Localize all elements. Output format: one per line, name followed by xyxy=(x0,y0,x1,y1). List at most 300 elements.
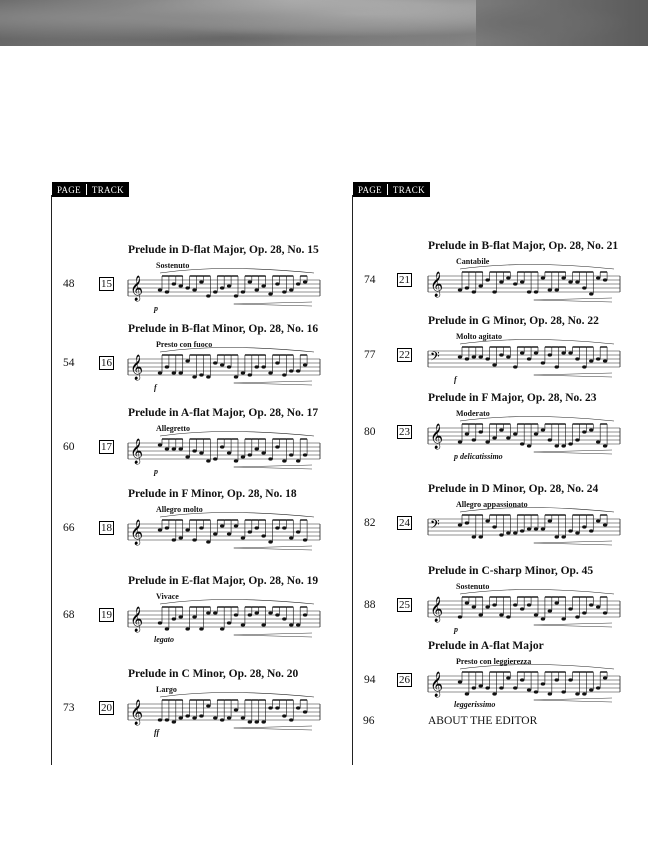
note-head xyxy=(561,276,565,279)
note-head xyxy=(575,438,579,441)
note-head xyxy=(513,282,517,285)
track-number-box[interactable]: 18 xyxy=(101,522,112,534)
note-head xyxy=(268,457,272,460)
note-head xyxy=(485,278,489,281)
note-head xyxy=(548,353,552,356)
note-head xyxy=(213,361,217,364)
note-head xyxy=(268,371,272,374)
prelude-title[interactable]: Prelude in F Major, Op. 28, No. 23 xyxy=(428,392,597,404)
note-head xyxy=(275,361,279,364)
tempo-marking: Sostenuto xyxy=(156,261,190,270)
right-column-header xyxy=(353,182,430,197)
note-head xyxy=(589,688,593,691)
note-head xyxy=(582,430,586,433)
hairpin xyxy=(534,298,612,302)
slur xyxy=(460,590,614,595)
note-head xyxy=(513,531,517,534)
prelude-title[interactable]: Prelude in A-flat Major xyxy=(428,640,544,652)
treble-clef-icon: 𝄞 xyxy=(130,439,144,464)
note-head xyxy=(548,692,552,695)
note-head xyxy=(492,290,496,293)
note-head xyxy=(213,290,217,293)
note-head xyxy=(179,615,183,618)
hairpin xyxy=(534,450,612,454)
dynamic-marking: p xyxy=(154,467,158,476)
note-head xyxy=(289,623,293,626)
dynamic-marking: leggerissimo xyxy=(454,700,496,709)
note-head xyxy=(527,444,531,447)
note-head xyxy=(275,445,279,448)
note-head xyxy=(555,444,559,447)
note-head xyxy=(296,282,300,285)
note-head xyxy=(520,280,524,283)
hairpin xyxy=(234,465,312,469)
note-head xyxy=(582,365,586,368)
note-head xyxy=(282,290,286,293)
prelude-title[interactable]: Prelude in B-flat Minor, Op. 28, No. 16 xyxy=(128,323,319,335)
note-head xyxy=(213,457,217,460)
note-head xyxy=(199,714,203,717)
note-head xyxy=(268,611,272,614)
note-head xyxy=(234,524,238,527)
track-number-box[interactable]: 16 xyxy=(101,357,112,369)
note-head xyxy=(575,615,579,618)
note-head xyxy=(158,528,162,531)
note-head xyxy=(534,613,538,616)
track-number-box[interactable]: 15 xyxy=(101,278,112,290)
note-head xyxy=(582,692,586,695)
right-column-rule xyxy=(352,195,353,765)
note-head xyxy=(499,353,503,356)
dynamic-marking: f xyxy=(154,383,157,392)
note-head xyxy=(506,615,510,618)
note-head xyxy=(527,688,531,691)
page-number: 88 xyxy=(364,599,376,611)
note-head xyxy=(472,605,476,608)
note-head xyxy=(248,373,252,376)
page-number: 68 xyxy=(63,609,75,621)
note-head xyxy=(492,525,496,528)
track-number-box[interactable]: 17 xyxy=(101,441,112,453)
hairpin xyxy=(534,623,612,627)
note-head xyxy=(575,531,579,534)
note-head xyxy=(499,533,503,536)
page-header-label: PAGE xyxy=(57,184,81,195)
note-head xyxy=(499,280,503,283)
note-head xyxy=(206,540,210,543)
bass-clef-icon: 𝄢 xyxy=(430,349,440,367)
note-head xyxy=(289,453,293,456)
note-head xyxy=(282,714,286,717)
note-head xyxy=(458,523,462,526)
note-head xyxy=(479,430,483,433)
treble-clef-icon: 𝄞 xyxy=(430,272,444,297)
note-head xyxy=(172,447,176,450)
note-head xyxy=(534,432,538,435)
note-head xyxy=(303,538,307,541)
note-head xyxy=(568,678,572,681)
note-head xyxy=(192,375,196,378)
note-head xyxy=(248,453,252,456)
note-head xyxy=(527,290,531,293)
note-head xyxy=(492,436,496,439)
hairpin xyxy=(534,541,612,545)
prelude-title[interactable]: Prelude in B-flat Major, Op. 28, No. 21 xyxy=(428,240,619,252)
dynamic-marking: ff xyxy=(154,728,160,737)
note-head xyxy=(458,440,462,443)
prelude-title[interactable]: Prelude in D-flat Major, Op. 28, No. 15 xyxy=(128,244,319,256)
tempo-marking: Allegretto xyxy=(156,424,191,433)
page-number: 48 xyxy=(63,278,75,290)
note-head xyxy=(261,623,265,626)
track-number-box[interactable]: 21 xyxy=(399,274,410,286)
note-head xyxy=(199,373,203,376)
note-head xyxy=(527,527,531,530)
note-head xyxy=(303,613,307,616)
prelude-title[interactable]: Prelude in C Minor, Op. 28, No. 20 xyxy=(128,668,299,680)
treble-clef-icon: 𝄞 xyxy=(430,672,444,697)
note-head xyxy=(241,716,245,719)
note-head xyxy=(472,290,476,293)
page-number: 82 xyxy=(364,517,376,529)
header-banner-dark xyxy=(476,0,648,46)
note-head xyxy=(548,519,552,522)
note-head xyxy=(275,526,279,529)
note-head xyxy=(255,526,259,529)
note-head xyxy=(192,615,196,618)
note-head xyxy=(282,373,286,376)
note-head xyxy=(555,365,559,368)
slur xyxy=(160,693,314,698)
tempo-marking: Allegro molto xyxy=(156,505,203,514)
note-head xyxy=(513,432,517,435)
note-head xyxy=(172,371,176,374)
bass-clef-icon: 𝄢 xyxy=(430,517,440,535)
left-column-header xyxy=(52,182,129,197)
note-head xyxy=(206,375,210,378)
note-head xyxy=(227,365,231,368)
note-head xyxy=(303,363,307,366)
note-head xyxy=(165,526,169,529)
note-head xyxy=(485,605,489,608)
note-head xyxy=(234,708,238,711)
note-head xyxy=(596,605,600,608)
note-head xyxy=(520,529,524,532)
note-head xyxy=(179,536,183,539)
note-head xyxy=(582,286,586,289)
note-head xyxy=(492,363,496,366)
note-head xyxy=(513,686,517,689)
note-head xyxy=(172,538,176,541)
note-head xyxy=(596,686,600,689)
note-head xyxy=(472,535,476,538)
note-head xyxy=(227,284,231,287)
note-head xyxy=(289,369,293,372)
note-head xyxy=(227,716,231,719)
music-incipit xyxy=(426,507,622,551)
note-head xyxy=(520,442,524,445)
note-head xyxy=(199,627,203,630)
note-head xyxy=(561,690,565,693)
dynamic-marking: p delicatissimo xyxy=(454,452,503,461)
note-head xyxy=(213,611,217,614)
note-head xyxy=(506,276,510,279)
dynamic-marking: p xyxy=(154,304,158,313)
note-head xyxy=(479,684,483,687)
note-head xyxy=(158,621,162,624)
note-head xyxy=(185,286,189,289)
note-head xyxy=(520,351,524,354)
note-head xyxy=(227,451,231,454)
note-head xyxy=(603,611,607,614)
note-head xyxy=(213,532,217,535)
note-head xyxy=(458,680,462,683)
track-number-box[interactable]: 22 xyxy=(399,349,410,361)
note-head xyxy=(255,365,259,368)
note-head xyxy=(185,359,189,362)
note-head xyxy=(541,428,545,431)
note-head xyxy=(513,365,517,368)
note-head xyxy=(296,459,300,462)
note-head xyxy=(172,617,176,620)
note-head xyxy=(220,286,224,289)
note-head xyxy=(513,603,517,606)
hairpin xyxy=(534,373,612,377)
about-the-editor-link[interactable]: ABOUT THE EDITOR xyxy=(428,715,538,727)
note-head xyxy=(465,692,469,695)
note-head xyxy=(596,519,600,522)
hairpin xyxy=(234,633,312,637)
note-head xyxy=(568,607,572,610)
note-head xyxy=(596,357,600,360)
prelude-title[interactable]: Prelude in G Minor, Op. 28, No. 22 xyxy=(428,315,599,327)
note-head xyxy=(282,526,286,529)
note-head xyxy=(603,444,607,447)
note-head xyxy=(506,436,510,439)
note-head xyxy=(220,718,224,721)
note-head xyxy=(472,355,476,358)
treble-clef-icon: 𝄞 xyxy=(130,700,144,725)
track-number-box[interactable]: 23 xyxy=(399,426,410,438)
note-head xyxy=(520,607,524,610)
dynamic-marking: p xyxy=(454,625,458,634)
note-head xyxy=(568,442,572,445)
note-head xyxy=(527,603,531,606)
note-head xyxy=(261,451,265,454)
note-head xyxy=(603,278,607,281)
note-head xyxy=(458,288,462,291)
slur xyxy=(160,432,314,437)
page-number: 73 xyxy=(63,702,75,714)
note-head xyxy=(234,375,238,378)
prelude-title[interactable]: Prelude in A-flat Major, Op. 28, No. 17 xyxy=(128,407,319,419)
note-head xyxy=(248,530,252,533)
dynamic-marking: legato xyxy=(154,635,174,644)
note-head xyxy=(172,282,176,285)
note-head xyxy=(506,676,510,679)
note-head xyxy=(568,280,572,283)
note-head xyxy=(213,716,217,719)
note-head xyxy=(561,351,565,354)
note-head xyxy=(589,603,593,606)
note-head xyxy=(492,692,496,695)
slur xyxy=(460,340,614,345)
note-head xyxy=(255,288,259,291)
note-head xyxy=(165,365,169,368)
note-head xyxy=(603,359,607,362)
note-head xyxy=(485,357,489,360)
prelude-title[interactable]: Prelude in E-flat Major, Op. 28, No. 19 xyxy=(128,575,319,587)
tempo-marking: Cantabile xyxy=(456,257,490,266)
note-head xyxy=(248,613,252,616)
note-head xyxy=(582,611,586,614)
note-head xyxy=(275,282,279,285)
note-head xyxy=(568,529,572,532)
note-head xyxy=(479,535,483,538)
tempo-marking: Presto con fuoco xyxy=(156,340,213,349)
music-incipit xyxy=(126,512,322,556)
note-head xyxy=(499,428,503,431)
page-number: 60 xyxy=(63,441,75,453)
hairpin xyxy=(234,726,312,730)
note-head xyxy=(179,371,183,374)
note-head xyxy=(548,438,552,441)
note-head xyxy=(296,706,300,709)
note-head xyxy=(296,623,300,626)
page-number: 54 xyxy=(63,357,75,369)
track-number-box[interactable]: 26 xyxy=(399,674,410,686)
note-head xyxy=(185,528,189,531)
note-head xyxy=(555,535,559,538)
note-head xyxy=(185,627,189,630)
note-head xyxy=(485,519,489,522)
note-head xyxy=(261,720,265,723)
note-head xyxy=(241,623,245,626)
track-number-box[interactable]: 24 xyxy=(399,517,410,529)
note-head xyxy=(548,609,552,612)
note-head xyxy=(192,288,196,291)
note-head xyxy=(465,521,469,524)
prelude-title[interactable]: Prelude in C-sharp Minor, Op. 45 xyxy=(428,565,594,577)
about-page-number: 96 xyxy=(363,715,375,727)
note-head xyxy=(561,444,565,447)
note-head xyxy=(534,527,538,530)
slur xyxy=(460,265,614,270)
treble-clef-icon: 𝄞 xyxy=(130,355,144,380)
tempo-marking: Molto agitato xyxy=(456,332,502,341)
note-head xyxy=(158,443,162,446)
note-head xyxy=(485,440,489,443)
note-head xyxy=(589,428,593,431)
note-head xyxy=(241,290,245,293)
note-head xyxy=(541,361,545,364)
tempo-marking: Vivace xyxy=(156,592,179,601)
note-head xyxy=(158,288,162,291)
note-head xyxy=(555,678,559,681)
note-head xyxy=(220,524,224,527)
note-head xyxy=(541,617,545,620)
note-head xyxy=(220,363,224,366)
prelude-title[interactable]: Prelude in F Minor, Op. 28, No. 18 xyxy=(128,488,297,500)
note-head xyxy=(268,706,272,709)
note-head xyxy=(255,447,259,450)
tempo-marking: Allegro appassionato xyxy=(456,500,528,509)
hairpin xyxy=(234,302,312,306)
note-head xyxy=(179,284,183,287)
note-head xyxy=(227,532,231,535)
slur xyxy=(460,665,614,670)
note-head xyxy=(241,455,245,458)
page-header-label: PAGE xyxy=(358,184,382,195)
page-number: 77 xyxy=(364,349,376,361)
track-number-box[interactable]: 20 xyxy=(101,702,112,714)
treble-clef-icon: 𝄞 xyxy=(130,520,144,545)
note-head xyxy=(185,714,189,717)
note-head xyxy=(458,355,462,358)
prelude-title[interactable]: Prelude in D Minor, Op. 28, No. 24 xyxy=(428,483,599,495)
note-head xyxy=(479,613,483,616)
note-head xyxy=(234,459,238,462)
note-head xyxy=(179,716,183,719)
page-number: 80 xyxy=(364,426,376,438)
note-head xyxy=(596,276,600,279)
note-head xyxy=(479,355,483,358)
note-head xyxy=(185,455,189,458)
note-head xyxy=(541,527,545,530)
note-head xyxy=(555,601,559,604)
track-number-box[interactable]: 19 xyxy=(101,609,112,621)
slur xyxy=(460,508,614,513)
note-head xyxy=(248,720,252,723)
note-head xyxy=(206,459,210,462)
note-head xyxy=(206,704,210,707)
note-head xyxy=(192,716,196,719)
note-head xyxy=(465,286,469,289)
note-head xyxy=(568,351,572,354)
tempo-marking: Moderato xyxy=(456,409,490,418)
note-head xyxy=(534,290,538,293)
note-head xyxy=(303,710,307,713)
note-head xyxy=(472,438,476,441)
note-head xyxy=(165,290,169,293)
note-head xyxy=(220,627,224,630)
note-head xyxy=(465,601,469,604)
page-number: 66 xyxy=(63,522,75,534)
note-head xyxy=(289,536,293,539)
note-head xyxy=(465,357,469,360)
note-head xyxy=(548,288,552,291)
tempo-marking: Largo xyxy=(156,685,177,694)
track-number-box[interactable]: 25 xyxy=(399,599,410,611)
note-head xyxy=(561,617,565,620)
note-head xyxy=(589,359,593,362)
music-incipit xyxy=(426,264,622,308)
note-head xyxy=(603,676,607,679)
slur xyxy=(160,348,314,353)
note-head xyxy=(192,538,196,541)
note-head xyxy=(589,292,593,295)
note-head xyxy=(199,280,203,283)
note-head xyxy=(275,613,279,616)
note-head xyxy=(296,369,300,372)
note-head xyxy=(172,720,176,723)
note-head xyxy=(575,357,579,360)
note-head xyxy=(199,526,203,529)
note-head xyxy=(458,615,462,618)
note-head xyxy=(255,611,259,614)
note-head xyxy=(165,718,169,721)
note-head xyxy=(534,351,538,354)
